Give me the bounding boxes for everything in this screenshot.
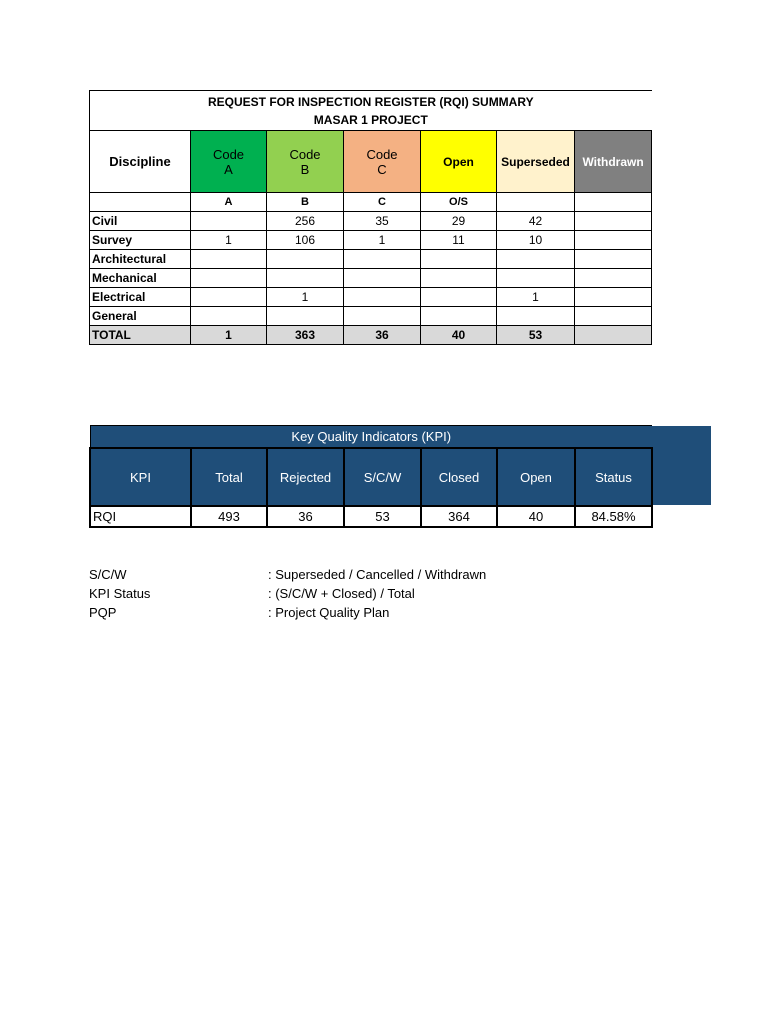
total-label: TOTAL (90, 326, 191, 345)
kpi-data-row (90, 506, 652, 527)
table-cell (191, 288, 267, 307)
table-cell (575, 212, 652, 231)
header-code-c-line1: Code (366, 146, 398, 162)
table-row (90, 288, 652, 307)
table-cell (421, 250, 497, 269)
legend-definition: : (S/C/W + Closed) / Total (268, 586, 415, 601)
discipline-cell: Electrical (90, 288, 191, 307)
kpi-cell: 36 (267, 506, 344, 527)
title-row (90, 91, 652, 131)
total-cell: 53 (497, 326, 575, 345)
table-cell: 1 (267, 288, 344, 307)
table-cell (267, 307, 344, 326)
header-code-a (191, 131, 267, 193)
total-cell: 1 (191, 326, 267, 345)
table-cell (575, 269, 652, 288)
table-cell (191, 250, 267, 269)
table-cell (575, 307, 652, 326)
table-cell: 29 (421, 212, 497, 231)
table-cell: 256 (267, 212, 344, 231)
header-code-b (267, 131, 344, 193)
discipline-cell: Civil (90, 212, 191, 231)
kpi-header-cell: Status (575, 448, 652, 506)
table-cell (344, 307, 421, 326)
kpi-title-row (90, 426, 652, 449)
total-cell: 363 (267, 326, 344, 345)
table-cell (497, 307, 575, 326)
code-cell: C (344, 193, 421, 212)
table-cell: 1 (191, 231, 267, 250)
total-cell: 40 (421, 326, 497, 345)
code-cell (575, 193, 652, 212)
table-cell (575, 231, 652, 250)
table-row (90, 231, 652, 250)
kpi-header-cell: KPI (90, 448, 191, 506)
kpi-header-cell: Rejected (267, 448, 344, 506)
discipline-cell: General (90, 307, 191, 326)
legend-term: KPI Status (89, 586, 151, 601)
kpi-cell: 40 (497, 506, 575, 527)
table-cell (344, 250, 421, 269)
header-code-b-line2: B (300, 161, 310, 177)
table-cell (191, 212, 267, 231)
kpi-cell: 493 (191, 506, 267, 527)
table-cell: 106 (267, 231, 344, 250)
code-cell (497, 193, 575, 212)
table-row (90, 212, 652, 231)
kpi-cell: 53 (344, 506, 421, 527)
kpi-title: Key Quality Indicators (KPI) (90, 426, 652, 449)
table-cell: 11 (421, 231, 497, 250)
kpi-cell: 84.58% (575, 506, 652, 527)
summary-title-line1: REQUEST FOR INSPECTION REGISTER (RQI) SUMMARY (208, 94, 534, 109)
header-row (90, 131, 652, 193)
total-cell: 36 (344, 326, 421, 345)
table-cell (267, 250, 344, 269)
kpi-header-cell: Closed (421, 448, 497, 506)
table-cell (267, 269, 344, 288)
header-code-c (344, 131, 421, 193)
table-row (90, 307, 652, 326)
kpi-table (89, 425, 653, 528)
code-cell: B (267, 193, 344, 212)
discipline-cell: Mechanical (90, 269, 191, 288)
legend-term: S/C/W (89, 567, 127, 582)
kpi-header-cell: Total (191, 448, 267, 506)
summary-title-line2: MASAR 1 PROJECT (313, 112, 428, 127)
table-cell (575, 288, 652, 307)
table-row (90, 250, 652, 269)
kpi-side-block (650, 426, 711, 505)
header-code-b-line1: Code (289, 146, 321, 162)
kpi-cell: 364 (421, 506, 497, 527)
header-withdrawn: Withdrawn (575, 131, 652, 193)
kpi-cell: RQI (90, 506, 191, 527)
header-superseded: Superseded (497, 131, 575, 193)
header-discipline: Discipline (90, 131, 191, 193)
discipline-cell: Survey (90, 231, 191, 250)
table-cell: 42 (497, 212, 575, 231)
code-cell: O/S (421, 193, 497, 212)
header-open: Open (421, 131, 497, 193)
table-cell: 1 (497, 288, 575, 307)
rqi-summary-table (89, 90, 652, 345)
discipline-cell: Architectural (90, 250, 191, 269)
code-row (90, 193, 652, 212)
table-cell (421, 288, 497, 307)
kpi-header-row (90, 448, 652, 506)
header-code-a-line2: A (224, 161, 233, 177)
header-code-c-line2: C (377, 161, 387, 177)
code-cell (90, 193, 191, 212)
table-cell (344, 288, 421, 307)
table-cell (421, 269, 497, 288)
table-cell (344, 269, 421, 288)
table-cell (575, 250, 652, 269)
table-cell (497, 250, 575, 269)
kpi-header-cell: S/C/W (344, 448, 421, 506)
total-cell (575, 326, 652, 345)
legend-term: PQP (89, 605, 117, 620)
table-cell (191, 269, 267, 288)
kpi-header-cell: Open (497, 448, 575, 506)
summary-title (90, 91, 652, 131)
table-cell: 35 (344, 212, 421, 231)
table-cell: 10 (497, 231, 575, 250)
header-code-a-line1: Code (212, 146, 245, 162)
table-row (90, 269, 652, 288)
legend-definition: : Superseded / Cancelled / Withdrawn (268, 567, 487, 582)
table-cell (421, 307, 497, 326)
legend-definition: : Project Quality Plan (268, 605, 390, 620)
code-cell: A (191, 193, 267, 212)
table-cell (497, 269, 575, 288)
table-cell (191, 307, 267, 326)
table-cell: 1 (344, 231, 421, 250)
total-row (90, 326, 652, 345)
